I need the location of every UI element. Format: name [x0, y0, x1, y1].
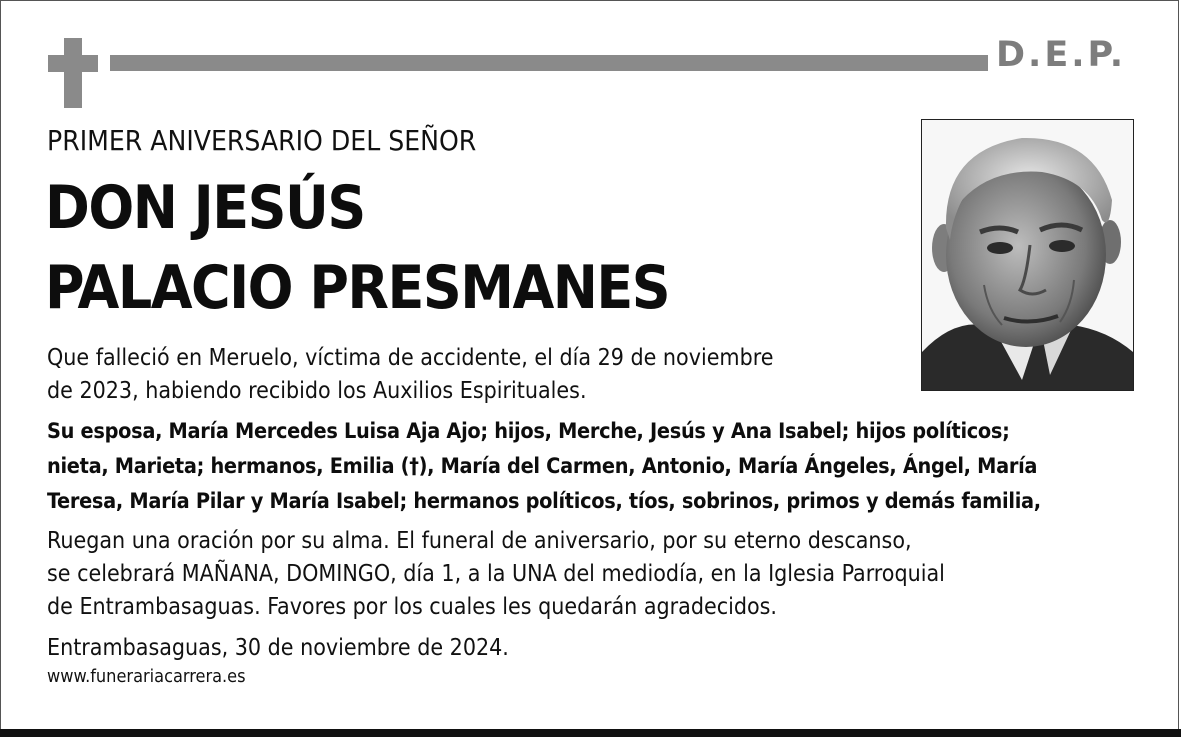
funeral-line: Ruegan una oración por su alma. El funeral de aniversario, por su eterno descanso, [47, 528, 912, 554]
death-paragraph [47, 342, 773, 408]
website-link[interactable]: www.funerariacarrera.es [47, 666, 246, 687]
deceased-name-line-2: PALACIO PRESMANES [45, 253, 670, 323]
family-line: Su esposa, María Mercedes Luisa Aja Ajo; hijos, Merche, Jesús y Ana Isabel; hijos políticos; [47, 419, 1010, 444]
deceased-portrait-photo [921, 119, 1134, 391]
header-rule [110, 55, 988, 71]
funeral-line: se celebrará MAÑANA, DOMINGO, día 1, a la UNA del mediodía, en la Iglesia Parroquial [47, 561, 945, 587]
family-line: nieta, Marieta; hermanos, Emilia (†), María del Carmen, Antonio, María Ángeles, Ángel, María [47, 454, 1038, 479]
latin-cross-icon [48, 38, 98, 108]
death-line: Que falleció en Meruelo, víctima de accidente, el día 29 de noviembre [47, 345, 774, 371]
deceased-name-line-1: DON JESÚS [45, 173, 365, 243]
bottom-rule [0, 729, 1181, 737]
death-line: de 2023, habiendo recibido los Auxilios Espirituales. [47, 378, 587, 404]
dep-label: D.E.P. [996, 35, 1127, 75]
place-date: Entrambasaguas, 30 de noviembre de 2024. [47, 635, 509, 661]
family-paragraph [47, 414, 1041, 519]
family-line: Teresa, María Pilar y María Isabel; hermanos políticos, tíos, sobrinos, primos y demás familia, [47, 489, 1041, 514]
funeral-line: de Entrambasaguas. Favores por los cuales les quedarán agradecidos. [47, 594, 777, 620]
funeral-paragraph [47, 525, 945, 624]
notice-subtitle: PRIMER ANIVERSARIO DEL SEÑOR [47, 124, 477, 157]
